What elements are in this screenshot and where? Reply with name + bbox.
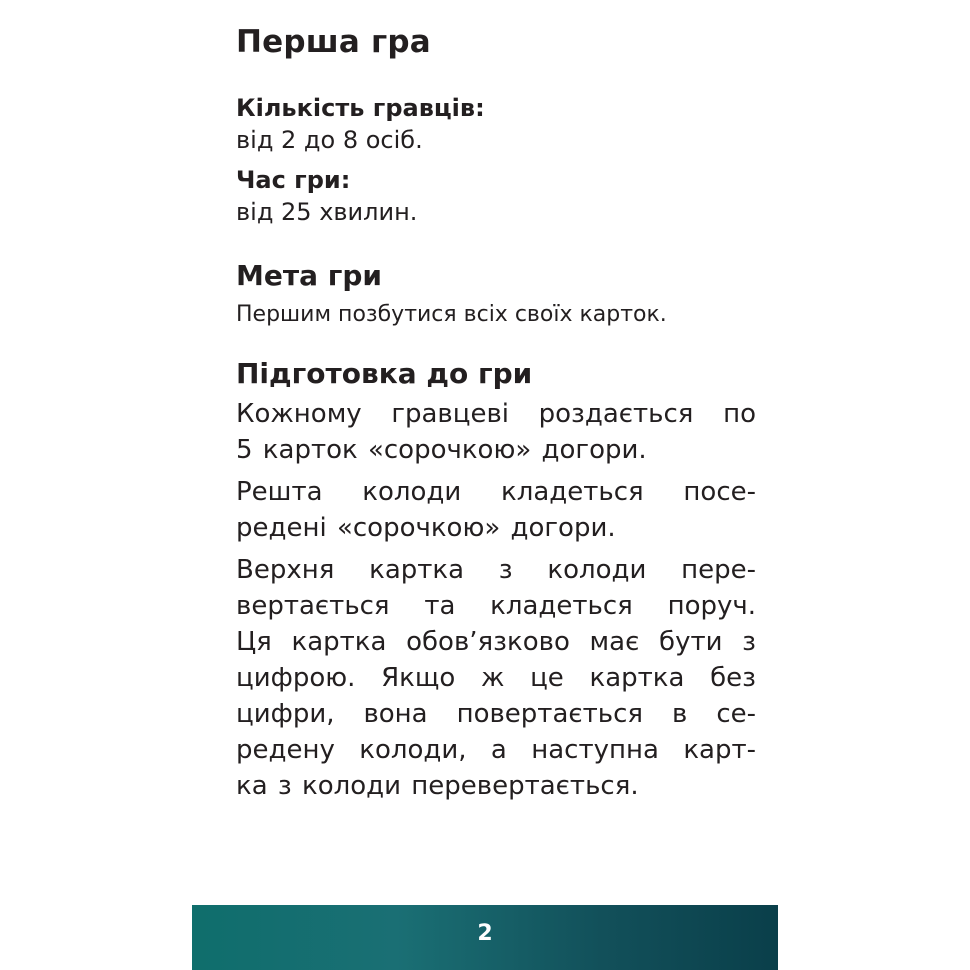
text-line: ка з колоди перевертається. — [236, 771, 639, 801]
prep-paragraph-2 — [236, 474, 756, 546]
text-line: цифри, вона повертається в се- — [236, 699, 756, 729]
prep-paragraph-3 — [236, 552, 756, 804]
text-line: 5 карток «сорочкою» догори. — [236, 435, 647, 465]
text-line: Ця картка обов’язково має бути з — [236, 627, 756, 657]
page-number: 2 — [477, 921, 493, 946]
time-label: Час гри: — [236, 166, 351, 194]
text-line: цифрою. Якщо ж це картка без — [236, 663, 756, 693]
text-line: Верхня картка з колоди пере- — [236, 555, 756, 585]
page-title: Перша гра — [236, 24, 431, 60]
text-line: редену колоди, а наступна карт- — [236, 735, 756, 765]
footer-bar — [192, 905, 778, 970]
players-label: Кількість гравців: — [236, 94, 485, 122]
goal-heading: Мета гри — [236, 259, 383, 292]
text-line: редені «сорочкою» догори. — [236, 513, 616, 543]
prep-paragraph-1 — [236, 396, 756, 468]
goal-text: Першим позбутися всіх своїх карток. — [236, 302, 667, 327]
text-line: вертається та кладеться поруч. — [236, 591, 756, 621]
text-line: Кожному гравцеві роздається по — [236, 399, 756, 429]
content-column — [236, 18, 756, 804]
text-line: Решта колоди кладеться посе- — [236, 477, 756, 507]
prep-heading: Підготовка до гри — [236, 357, 533, 390]
time-value: від 25 хвилин. — [236, 198, 418, 226]
players-value: від 2 до 8 осіб. — [236, 126, 423, 154]
